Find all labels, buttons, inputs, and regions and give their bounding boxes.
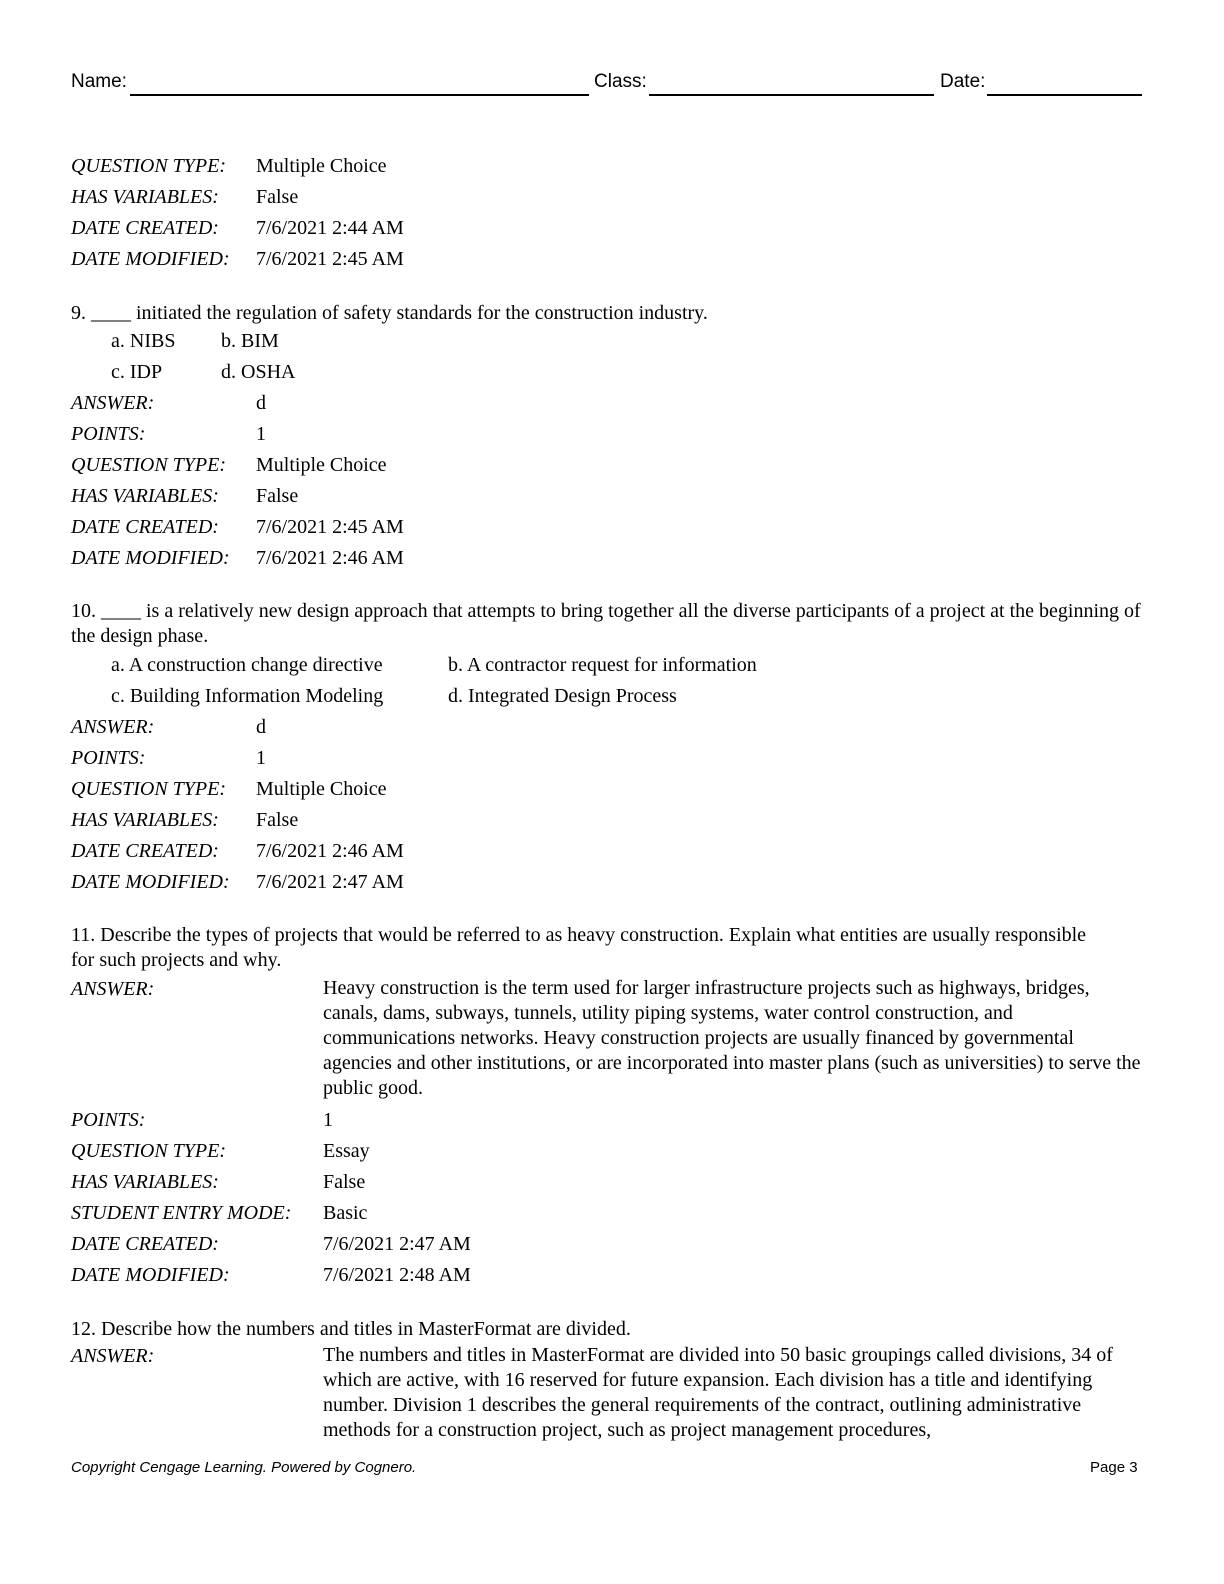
meta-value: Essay [323, 1140, 370, 1162]
question-text: 10. ____ is a relatively new design approach that attempts to bring together all the diverse participants of a project at the beginning of the design phase. [71, 600, 1141, 647]
meta-label: POINTS: [71, 1109, 146, 1131]
name-label: Name: [71, 71, 127, 92]
meta-value: 7/6/2021 2:45 AM [256, 516, 404, 538]
meta-value: 7/6/2021 2:46 AM [256, 547, 404, 569]
option-d: d. Integrated Design Process [448, 685, 677, 707]
meta-label: HAS VARIABLES: [71, 1171, 219, 1193]
meta-label: ANSWER: [71, 392, 155, 414]
meta-label: HAS VARIABLES: [71, 809, 219, 831]
meta-label: ANSWER: [71, 716, 155, 738]
meta-label: DATE MODIFIED: [71, 1264, 230, 1286]
meta-value: False [256, 186, 299, 208]
date-label: Date: [940, 71, 986, 92]
meta-value: 1 [256, 423, 266, 445]
meta-label: DATE CREATED: [71, 840, 219, 862]
meta-label: STUDENT ENTRY MODE: [71, 1202, 292, 1224]
question-text: 11. Describe the types of projects that would be referred to as heavy construction. Explain what entities are usually responsible for such projects and why. [71, 924, 1087, 971]
option-a: a. A construction change directive [111, 654, 383, 676]
meta-label: DATE CREATED: [71, 217, 219, 239]
option-b: b. BIM [221, 330, 279, 352]
meta-label: DATE CREATED: [71, 516, 219, 538]
meta-value: 1 [256, 747, 266, 769]
meta-value: Basic [323, 1202, 368, 1224]
question-text: 12. Describe how the numbers and titles in MasterFormat are divided. [71, 1318, 631, 1340]
meta-value: Multiple Choice [256, 454, 387, 476]
meta-value: 7/6/2021 2:46 AM [256, 840, 404, 862]
meta-value: Multiple Choice [256, 155, 387, 177]
class-label: Class: [594, 71, 647, 92]
meta-label: QUESTION TYPE: [71, 1140, 227, 1162]
meta-label: QUESTION TYPE: [71, 155, 227, 177]
option-b: b. A contractor request for information [448, 654, 757, 676]
meta-label: POINTS: [71, 747, 146, 769]
meta-label: QUESTION TYPE: [71, 454, 227, 476]
option-c: c. IDP [111, 361, 163, 383]
meta-label: HAS VARIABLES: [71, 485, 219, 507]
option-d: d. OSHA [221, 361, 296, 383]
meta-label: DATE MODIFIED: [71, 547, 230, 569]
option-c: c. Building Information Modeling [111, 685, 384, 707]
meta-label: POINTS: [71, 423, 146, 445]
meta-label: DATE MODIFIED: [71, 871, 230, 893]
copyright-footer: Copyright Cengage Learning. Powered by Cognero. [71, 1459, 417, 1476]
meta-label: QUESTION TYPE: [71, 778, 227, 800]
meta-label: ANSWER: [71, 1345, 155, 1367]
meta-value: 7/6/2021 2:48 AM [323, 1264, 471, 1286]
meta-value: 7/6/2021 2:45 AM [256, 248, 404, 270]
date-line [987, 94, 1142, 96]
meta-value: 1 [323, 1109, 333, 1131]
page-number: Page 3 [1090, 1459, 1138, 1476]
meta-label: DATE CREATED: [71, 1233, 219, 1255]
meta-label: HAS VARIABLES: [71, 186, 219, 208]
meta-value: Multiple Choice [256, 778, 387, 800]
meta-value: False [256, 485, 299, 507]
meta-value: 7/6/2021 2:47 AM [323, 1233, 471, 1255]
meta-value: d [256, 392, 266, 414]
meta-label: ANSWER: [71, 978, 155, 1000]
meta-value: False [323, 1171, 366, 1193]
meta-value: 7/6/2021 2:44 AM [256, 217, 404, 239]
answer-text: Heavy construction is the term used for larger infrastructure projects such as highways, bridges, canals, dams, subways, tunnels, utility piping systems, water control construction, and communications networks. Heavy construction projects are usually financed by governmental agencies and other institutions, or are incorporated into master plans (such as universities) to serve the public good. [323, 977, 1141, 1099]
name-line [130, 94, 589, 96]
class-line [649, 94, 934, 96]
answer-text: The numbers and titles in MasterFormat are divided into 50 basic groupings called divisions, 34 of which are active, with 16 reserved for future expansion. Each division has a title and identifying number. Division 1 describes the general requirements of the contract, outlining administrative methods for a construction project, such as project management procedures, [323, 1344, 1113, 1441]
option-a: a. NIBS [111, 330, 176, 352]
question-text: 9. ____ initiated the regulation of safety standards for the construction industry. [71, 302, 708, 324]
meta-value: d [256, 716, 266, 738]
meta-label: DATE MODIFIED: [71, 248, 230, 270]
meta-value: 7/6/2021 2:47 AM [256, 871, 404, 893]
meta-value: False [256, 809, 299, 831]
